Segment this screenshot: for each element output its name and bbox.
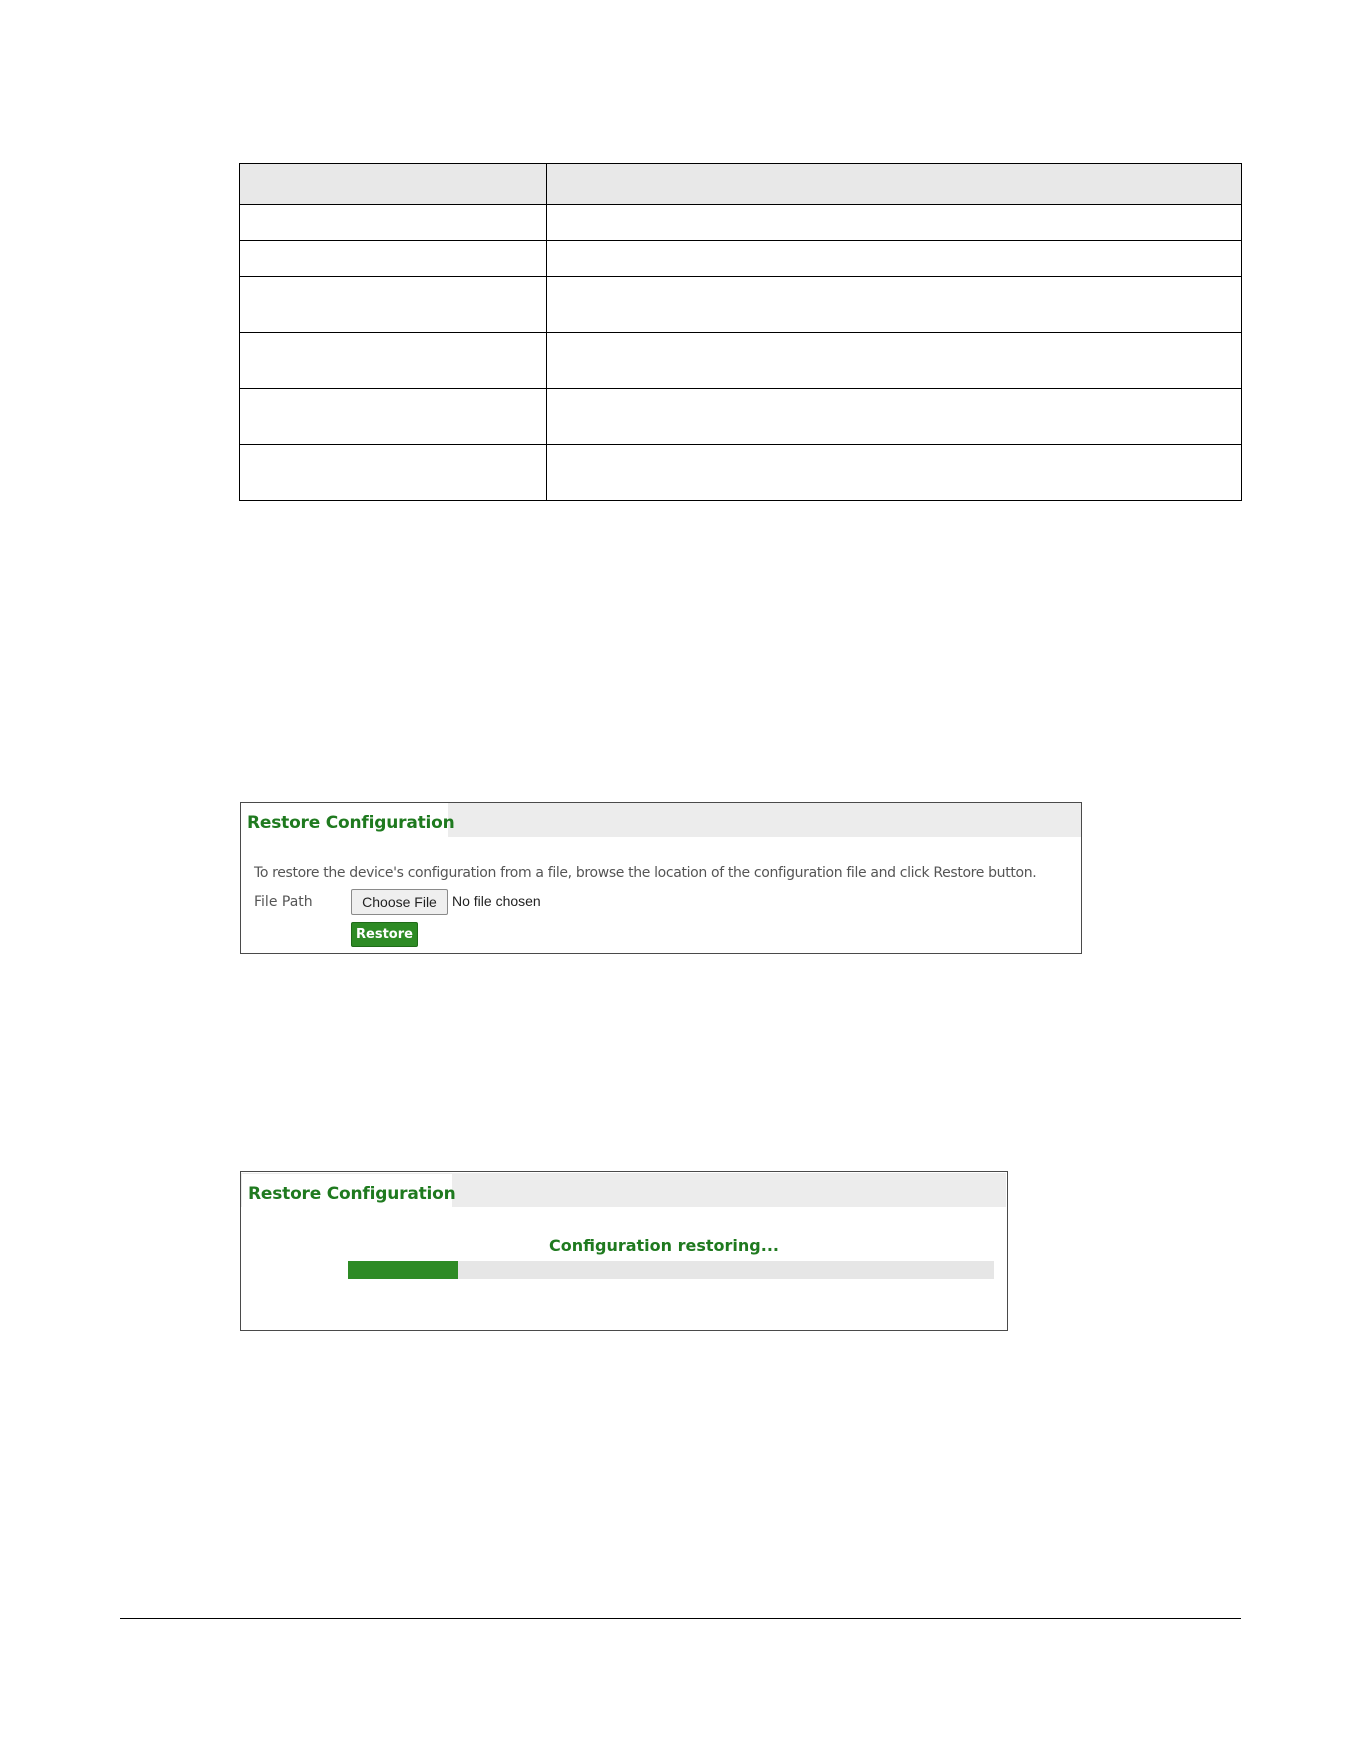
restore-button[interactable]: Restore: [351, 922, 418, 947]
progress-bar: [348, 1261, 994, 1279]
restore-progress-panel: [240, 1171, 1008, 1331]
table-cell: [240, 389, 547, 445]
panel-title-tab[interactable]: Restore Configuration: [242, 1174, 452, 1208]
panel-header: [241, 803, 1081, 837]
table-cell: [547, 389, 1242, 445]
table-header-cell: [547, 164, 1242, 205]
table-cell: [240, 241, 547, 277]
progress-status-text: Configuration restoring...: [549, 1236, 779, 1255]
table-cell: [547, 445, 1242, 501]
restore-configuration-panel: [240, 802, 1082, 954]
reference-table: [239, 163, 1242, 501]
choose-file-button[interactable]: Choose File: [351, 889, 448, 915]
progress-bar-fill: [348, 1261, 458, 1279]
table-row: [240, 205, 1242, 241]
panel-header: [241, 1173, 1006, 1207]
table-cell: [547, 241, 1242, 277]
table-cell: [240, 205, 547, 241]
table-cell: [240, 445, 547, 501]
panel-title-tab[interactable]: Restore Configuration: [241, 803, 448, 837]
table-row: [240, 389, 1242, 445]
instructions-text: To restore the device's configuration from a file, browse the location of the configuration file and click Restore button.: [254, 865, 1037, 881]
footer-divider: [120, 1618, 1241, 1619]
file-status-text: No file chosen: [452, 893, 541, 909]
table-header-cell: [240, 164, 547, 205]
table-cell: [547, 333, 1242, 389]
table-row: [240, 445, 1242, 501]
table-cell: [240, 277, 547, 333]
table-row: [240, 241, 1242, 277]
table-header-row: [240, 164, 1242, 205]
table-row: [240, 277, 1242, 333]
table-cell: [547, 205, 1242, 241]
table-cell: [240, 333, 547, 389]
table-cell: [547, 277, 1242, 333]
table-row: [240, 333, 1242, 389]
file-path-label: File Path: [254, 894, 313, 910]
